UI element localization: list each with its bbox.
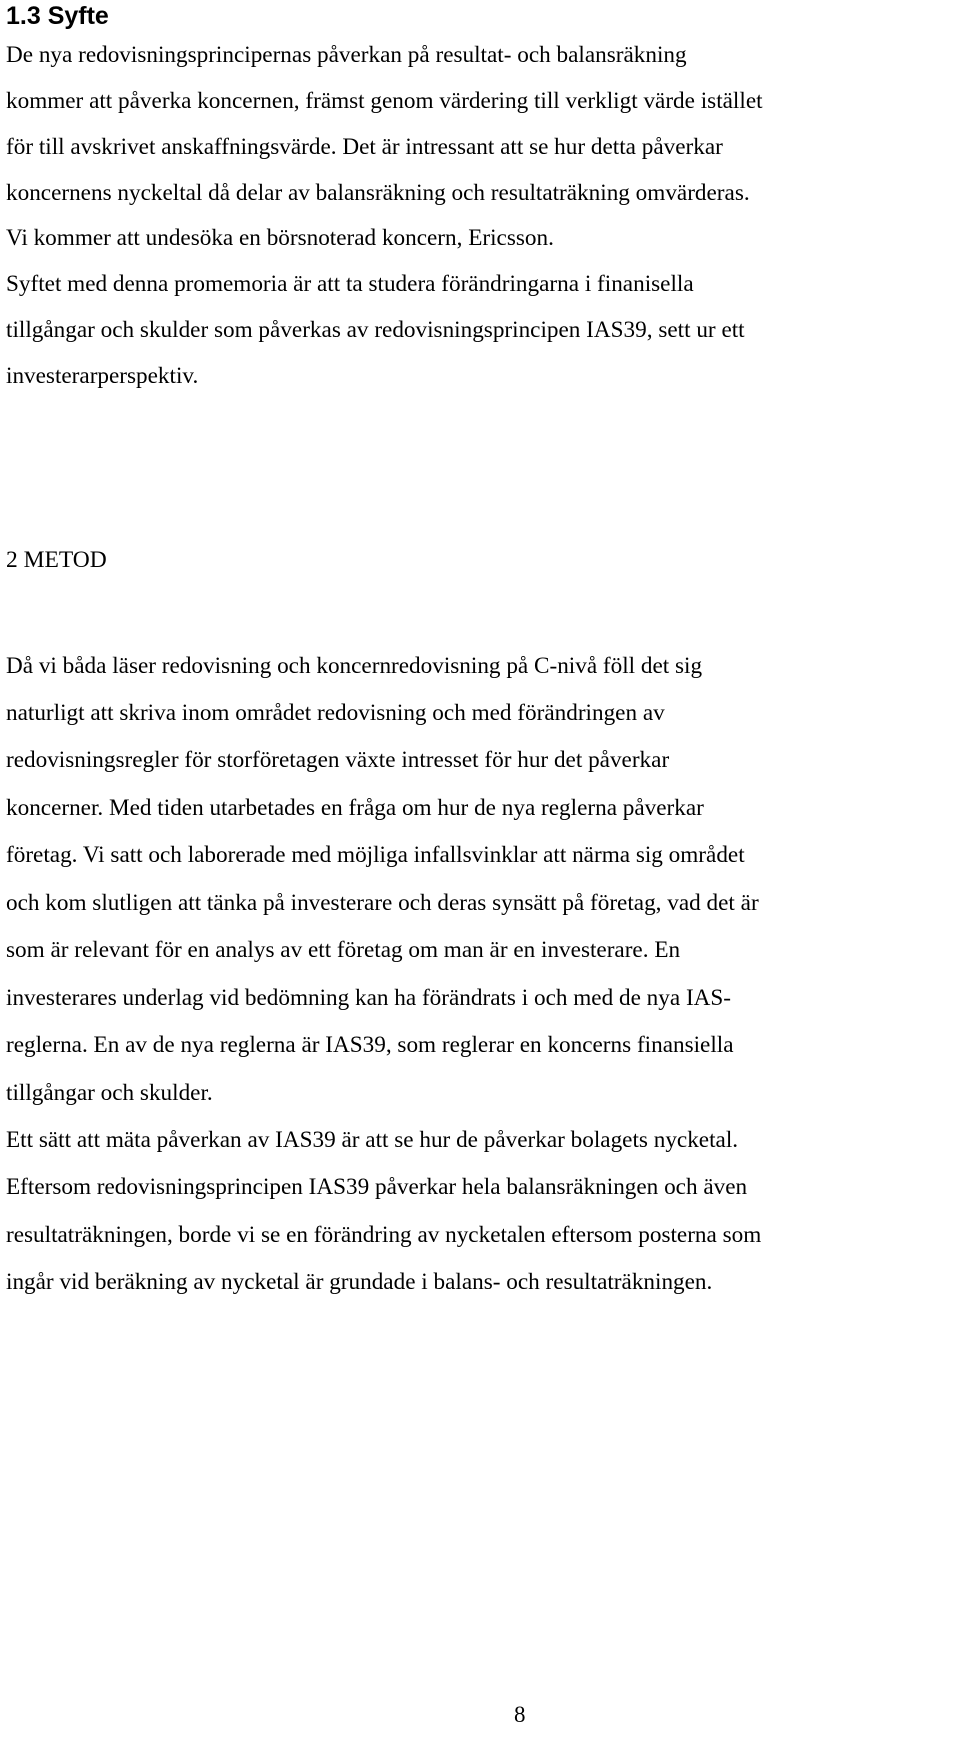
text-line: och kom slutligen att tänka på investerare och deras synsätt på företag, vad det är bbox=[6, 890, 759, 916]
text-line: kommer att påverka koncernen, främst genom värdering till verkligt värde istället bbox=[6, 88, 763, 114]
text-line: Vi kommer att undesöka en börsnoterad koncern, Ericsson. bbox=[6, 225, 554, 251]
text-line: investerarperspektiv. bbox=[6, 363, 199, 389]
text-line: koncernens nyckeltal då delar av balansräkning och resultaträkning omvärderas. bbox=[6, 180, 750, 206]
text-line: reglerna. En av de nya reglerna är IAS39, som reglerar en koncerns finansiella bbox=[6, 1032, 734, 1058]
text-line: Syftet med denna promemoria är att ta studera förändringarna i finanisella bbox=[6, 271, 694, 297]
text-line: Då vi båda läser redovisning och koncernredovisning på C-nivå föll det sig bbox=[6, 653, 703, 679]
text-line: investerares underlag vid bedömning kan ha förändrats i och med de nya IAS- bbox=[6, 985, 732, 1011]
text-line: Eftersom redovisningsprincipen IAS39 påverkar hela balansräkningen och även bbox=[6, 1174, 748, 1200]
text-line: naturligt att skriva inom området redovisning och med förändringen av bbox=[6, 700, 665, 726]
text-line: företag. Vi satt och laborerade med möjliga infallsvinklar att närma sig området bbox=[6, 842, 745, 868]
text-line: tillgångar och skulder. bbox=[6, 1080, 213, 1106]
section-heading-metod: 2 METOD bbox=[6, 547, 107, 573]
text-line: redovisningsregler för storföretagen växte intresset för hur det påverkar bbox=[6, 747, 670, 773]
text-line: Ett sätt att mäta påverkan av IAS39 är att se hur de påverkar bolagets nycketal. bbox=[6, 1127, 739, 1153]
text-line: resultaträkningen, borde vi se en förändring av nycketalen eftersom posterna som bbox=[6, 1222, 762, 1248]
page-number: 8 bbox=[514, 1702, 526, 1727]
text-line: tillgångar och skulder som påverkas av redovisningsprincipen IAS39, sett ur ett bbox=[6, 317, 745, 343]
text-line: De nya redovisningsprincipernas påverkan på resultat- och balansräkning bbox=[6, 42, 687, 68]
text-line: ingår vid beräkning av nycketal är grundade i balans- och resultaträkningen. bbox=[6, 1269, 713, 1295]
text-line: för till avskrivet anskaffningsvärde. Det är intressant att se hur detta påverkar bbox=[6, 134, 723, 160]
text-line: som är relevant för en analys av ett företag om man är en investerare. En bbox=[6, 937, 681, 963]
section-heading-syfte: 1.3 Syfte bbox=[6, 2, 109, 30]
text-line: koncerner. Med tiden utarbetades en fråga om hur de nya reglerna påverkar bbox=[6, 795, 704, 821]
